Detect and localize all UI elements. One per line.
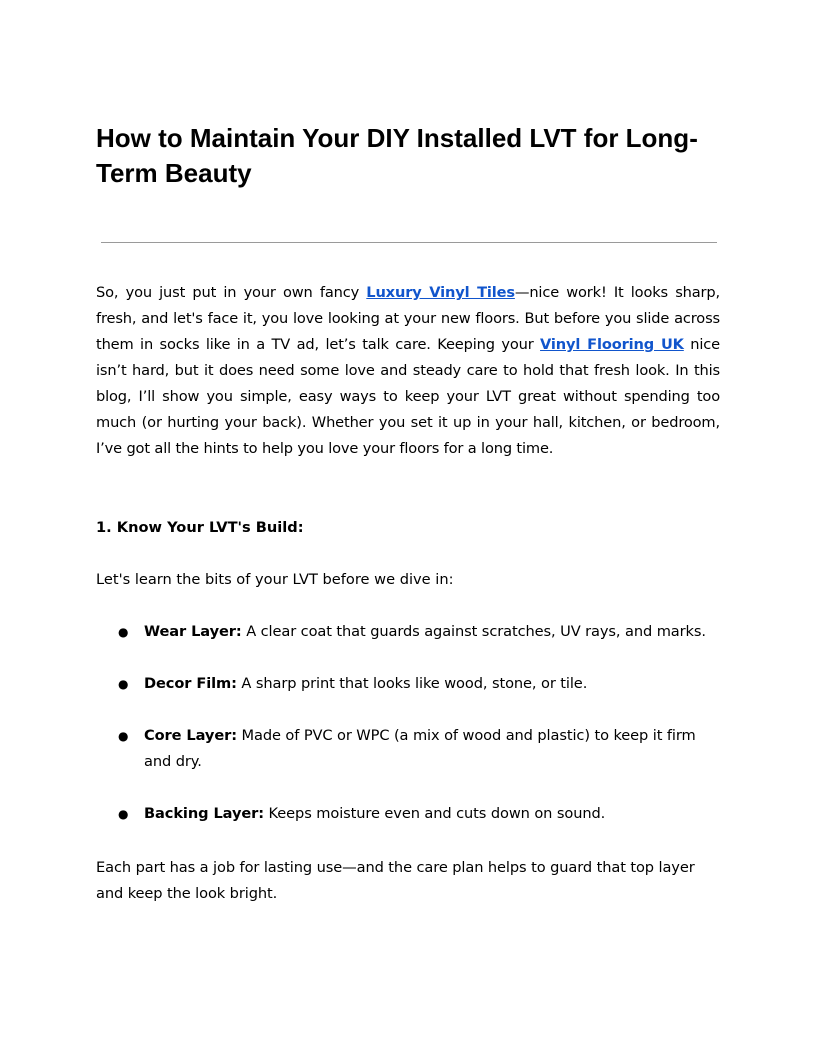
intro-text-part-2: —nice work! It looks sharp, fresh, and let's face it, you love looking at your new floors. But before you slide across them in socks like in a TV ad, let’s talk care. Keeping your	[96, 284, 720, 353]
bullet-term: Core Layer:	[144, 727, 237, 744]
layer-bullet-list	[96, 619, 720, 853]
bullet-term: Backing Layer:	[144, 805, 264, 822]
bullet-icon: ●	[118, 807, 129, 821]
closing-paragraph: Each part has a job for lasting use—and the care plan helps to guard that top layer and keep the look bright.	[96, 859, 695, 902]
section-lead: Let's learn the bits of your LVT before we dive in:	[96, 571, 454, 588]
section-heading: 1. Know Your LVT's Build:	[96, 519, 304, 536]
intro-text-part-1: So, you just put in your own fancy	[96, 284, 367, 301]
vinyl-flooring-uk-link[interactable]: Vinyl Flooring UK	[540, 336, 684, 353]
intro-paragraph	[96, 280, 720, 462]
bullet-text: A sharp print that looks like wood, stone, or tile.	[236, 675, 588, 692]
list-item	[96, 619, 720, 645]
list-item	[96, 671, 720, 697]
bullet-icon: ●	[118, 625, 129, 639]
list-item	[96, 801, 720, 827]
intro-text-part-3: nice isn’t hard, but it does need some love and steady care to hold that fresh look. In this blog, I’ll show you simple, easy ways to keep your LVT great without spending too much (or hurting your back). Whether you set it up in your hall, kitchen, or bedroom, I’ve got all the hints to help you love your floors for a long time.	[96, 336, 721, 457]
horizontal-divider	[101, 242, 717, 243]
page-title: How to Maintain Your DIY Installed LVT for Long-Term Beauty	[96, 123, 698, 188]
bullet-text: A clear coat that guards against scratches, UV rays, and marks.	[241, 623, 706, 640]
bullet-icon: ●	[118, 677, 129, 691]
bullet-text: Made of PVC or WPC (a mix of wood and plastic) to keep it firm and dry.	[144, 727, 696, 770]
bullet-text: Keeps moisture even and cuts down on sound.	[264, 805, 606, 822]
luxury-vinyl-tiles-link[interactable]: Luxury Vinyl Tiles	[366, 284, 515, 301]
bullet-icon: ●	[118, 729, 129, 743]
bullet-term: Decor Film:	[144, 675, 237, 692]
bullet-term: Wear Layer:	[144, 623, 242, 640]
list-item	[96, 723, 720, 775]
